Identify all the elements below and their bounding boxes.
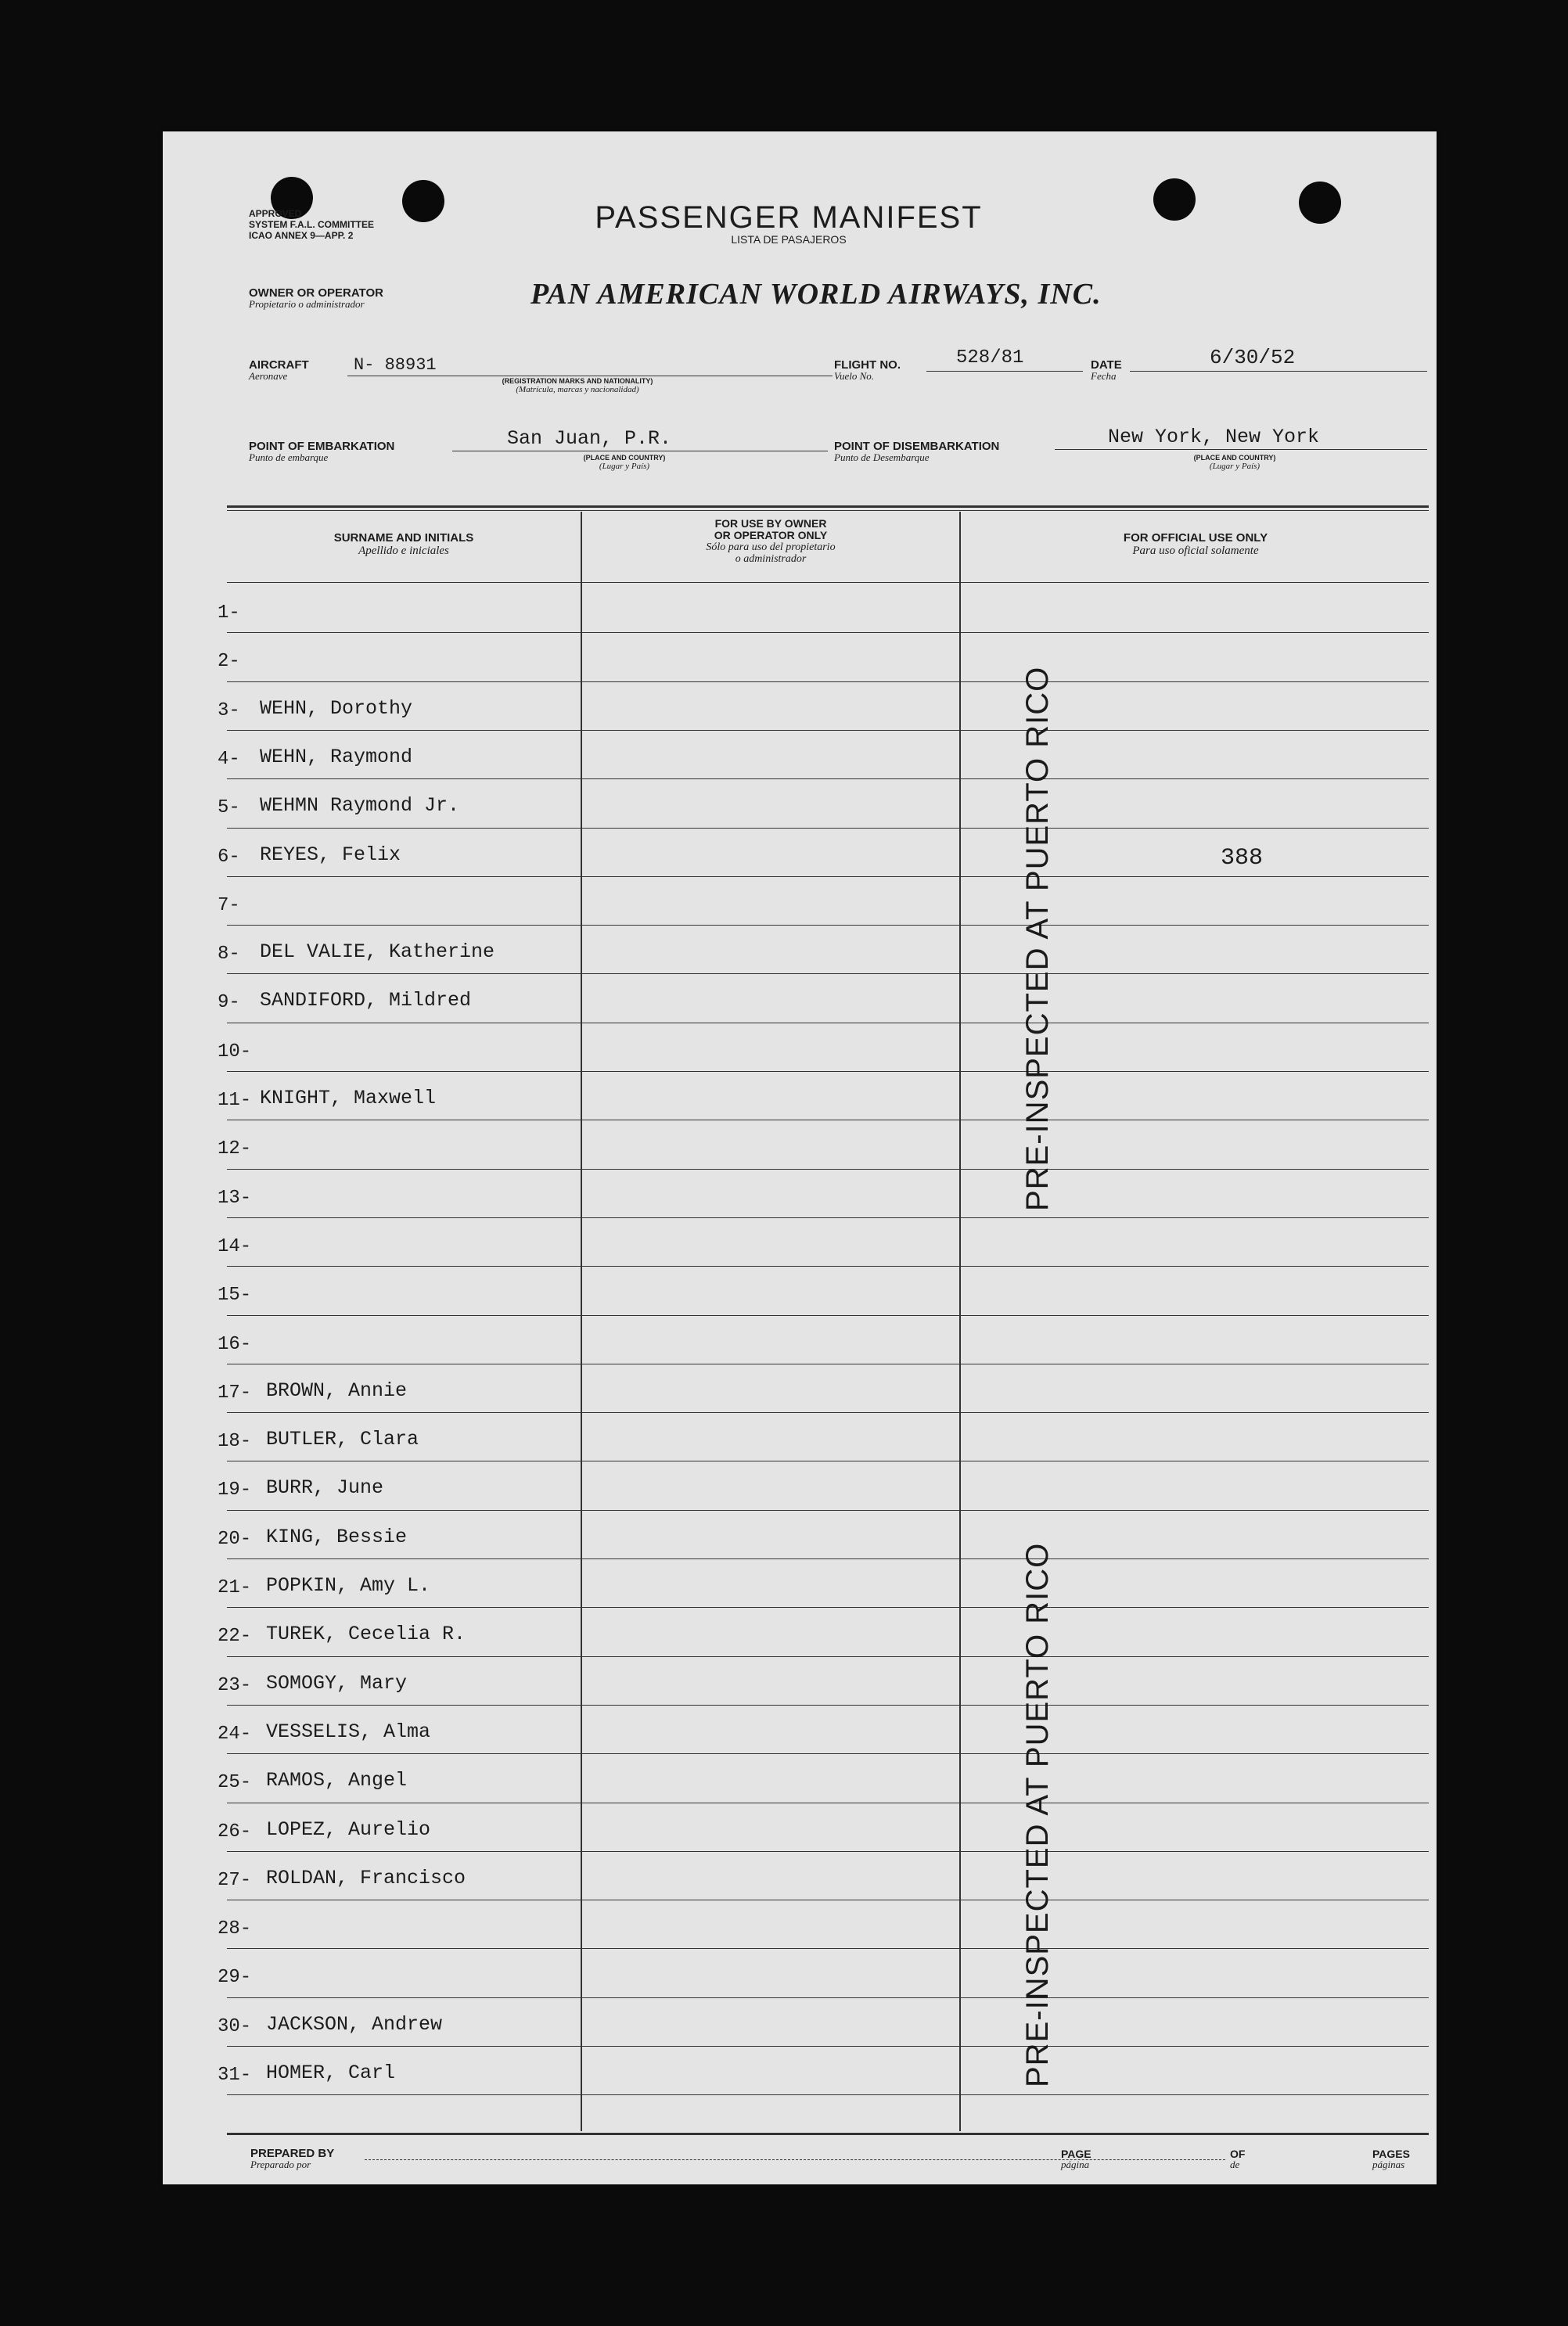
- row-rule: [227, 1656, 1429, 1657]
- passenger-name: KNIGHT, Maxwell: [260, 1087, 437, 1109]
- row-rule: [227, 876, 1429, 877]
- registration-note: (REGISTRATION MARKS AND NATIONALITY) (Matrícula, marcas y nacionalidad): [502, 377, 653, 394]
- row-rule: [227, 730, 1429, 731]
- disembarkation-value: New York, New York: [1108, 426, 1320, 448]
- header-bottom-rule: [227, 582, 1429, 583]
- passenger-name: BURR, June: [266, 1476, 384, 1500]
- table-bottom-rule: [227, 2133, 1429, 2135]
- row-rule: [227, 1266, 1429, 1267]
- inspection-stamp: PRE-INSPECTED AT PUERTO RICO: [1020, 1542, 1055, 2087]
- row-rule: [227, 1315, 1429, 1316]
- passenger-name: ROLDAN, Francisco: [266, 1866, 466, 1889]
- page-title: PASSENGER MANIFEST: [595, 200, 983, 235]
- passenger-name: DEL VALIE, Katherine: [260, 940, 495, 964]
- aircraft-value: N- 88931: [354, 355, 437, 375]
- embarkation-place-note: (PLACE AND COUNTRY) (Lugar y País): [583, 454, 666, 471]
- row-number: 25-: [218, 1772, 252, 1794]
- official-code: 388: [1221, 844, 1264, 872]
- row-rule: [227, 632, 1429, 633]
- date-label: DATE Fecha: [1091, 358, 1122, 382]
- passenger-name: BUTLER, Clara: [266, 1428, 419, 1451]
- row-number: 31-: [218, 2065, 252, 2086]
- date-line: [1130, 371, 1427, 372]
- row-number: 15-: [218, 1285, 252, 1307]
- row-number: 20-: [218, 1528, 252, 1550]
- row-number: 16-: [218, 1333, 252, 1355]
- passenger-name: WEHMN Raymond Jr.: [260, 794, 460, 818]
- inspection-stamp: PRE-INSPECTED AT PUERTO RICO: [1020, 666, 1055, 1211]
- row-rule: [227, 681, 1429, 682]
- pages-label: PAGES páginas: [1372, 2148, 1410, 2170]
- column-header-surname: SURNAME AND INITIALS Apellido e iniciales: [333, 531, 474, 557]
- owner-label: OWNER OR OPERATOR Propietario o administrador: [249, 286, 383, 310]
- prepared-by-label: PREPARED BY Preparado por: [250, 2147, 335, 2170]
- row-rule: [227, 1071, 1429, 1072]
- date-value: 6/30/52: [1210, 346, 1296, 369]
- row-number: 1-: [218, 602, 240, 624]
- table-top-rule-2: [227, 510, 1429, 511]
- row-rule: [227, 1705, 1429, 1706]
- row-rule: [227, 973, 1429, 974]
- of-label: OF de: [1230, 2148, 1246, 2170]
- row-rule: [227, 1948, 1429, 1949]
- column-divider: [581, 512, 582, 2131]
- owner-value: PAN AMERICAN WORLD AIRWAYS, INC.: [530, 278, 1102, 311]
- passenger-name: SANDIFORD, Mildred: [260, 989, 472, 1012]
- row-number: 17-: [218, 1382, 252, 1404]
- row-rule: [227, 1851, 1429, 1852]
- passenger-name: LOPEZ, Aurelio: [266, 1817, 431, 1841]
- row-number: 26-: [218, 1821, 252, 1842]
- passenger-name: KING, Bessie: [266, 1525, 408, 1548]
- row-number: 7-: [218, 894, 240, 916]
- row-number: 2-: [218, 651, 240, 673]
- row-rule: [227, 828, 1429, 829]
- column-header-official: FOR OFFICIAL USE ONLY Para uso oficial solamente: [1123, 531, 1268, 557]
- passenger-name: WEHN, Raymond: [260, 745, 413, 768]
- row-number: 8-: [218, 944, 240, 965]
- row-number: 4-: [218, 748, 240, 770]
- disembarkation-place-note: (PLACE AND COUNTRY) (Lugar y País): [1193, 454, 1276, 471]
- page-subtitle: LISTA DE PASAJEROS: [731, 233, 847, 246]
- passenger-name: POPKIN, Amy L.: [266, 1574, 431, 1597]
- row-number: 29-: [218, 1967, 252, 1989]
- row-number: 28-: [218, 1918, 252, 1940]
- row-number: 14-: [218, 1235, 252, 1257]
- aircraft-label: AIRCRAFT Aeronave: [249, 358, 309, 382]
- row-rule: [227, 1753, 1429, 1754]
- row-number: 21-: [218, 1577, 252, 1598]
- row-rule: [227, 1510, 1429, 1511]
- column-divider: [959, 512, 961, 2131]
- row-rule: [227, 2094, 1429, 2095]
- row-rule: [227, 1169, 1429, 1170]
- row-number: 18-: [218, 1431, 252, 1453]
- passenger-name: VESSELIS, Alma: [266, 1720, 431, 1743]
- row-rule: [227, 778, 1429, 779]
- row-rule: [227, 1217, 1429, 1218]
- row-rule: [227, 925, 1429, 926]
- flight-label: FLIGHT NO. Vuelo No.: [834, 358, 901, 382]
- passenger-name: JACKSON, Andrew: [266, 2012, 443, 2036]
- row-number: 10-: [218, 1041, 252, 1062]
- passenger-name: RAMOS, Angel: [266, 1769, 408, 1792]
- flight-line: [926, 371, 1083, 372]
- page-label: PAGE página: [1061, 2148, 1091, 2170]
- table-top-rule: [227, 505, 1429, 508]
- row-rule: [227, 2046, 1429, 2047]
- approval-note: APPROVED SYSTEM F.A.L. COMMITTEE ICAO ANNEX 9—APP. 2: [249, 208, 375, 241]
- embarkation-value: San Juan, P.R.: [507, 427, 672, 450]
- row-number: 6-: [218, 846, 240, 868]
- embarkation-label: POINT OF EMBARKATION Punto de embarque: [249, 440, 395, 463]
- row-number: 22-: [218, 1626, 252, 1648]
- row-number: 5-: [218, 797, 240, 819]
- row-number: 24-: [218, 1723, 252, 1745]
- row-number: 12-: [218, 1138, 252, 1160]
- passenger-name: TUREK, Cecelia R.: [266, 1623, 466, 1646]
- row-number: 13-: [218, 1187, 252, 1209]
- prepared-by-line: [365, 2159, 1225, 2160]
- row-number: 9-: [218, 992, 240, 1014]
- row-number: 3-: [218, 699, 240, 721]
- row-rule: [227, 1412, 1429, 1413]
- row-rule: [227, 1558, 1429, 1559]
- manifest-sheet: [163, 131, 1437, 2184]
- column-header-owner-use: FOR USE BY OWNER OR OPERATOR ONLY Sólo para uso del propietario o administrador: [706, 517, 836, 565]
- row-number: 27-: [218, 1869, 252, 1891]
- row-rule: [227, 1607, 1429, 1608]
- flight-value: 528/81: [956, 347, 1024, 368]
- row-number: 30-: [218, 2015, 252, 2037]
- passenger-name: SOMOGY, Mary: [266, 1671, 408, 1695]
- row-number: 11-: [218, 1090, 252, 1111]
- row-number: 23-: [218, 1674, 252, 1696]
- passenger-name: HOMER, Carl: [266, 2062, 396, 2084]
- row-number: 19-: [218, 1479, 252, 1501]
- passenger-name: BROWN, Annie: [266, 1379, 408, 1402]
- row-rule: [227, 1997, 1429, 1998]
- disembarkation-label: POINT OF DISEMBARKATION Punto de Desembarque: [834, 440, 1000, 463]
- passenger-name: REYES, Felix: [260, 843, 401, 866]
- passenger-name: WEHN, Dorothy: [260, 696, 413, 720]
- disembarkation-line: [1055, 449, 1427, 450]
